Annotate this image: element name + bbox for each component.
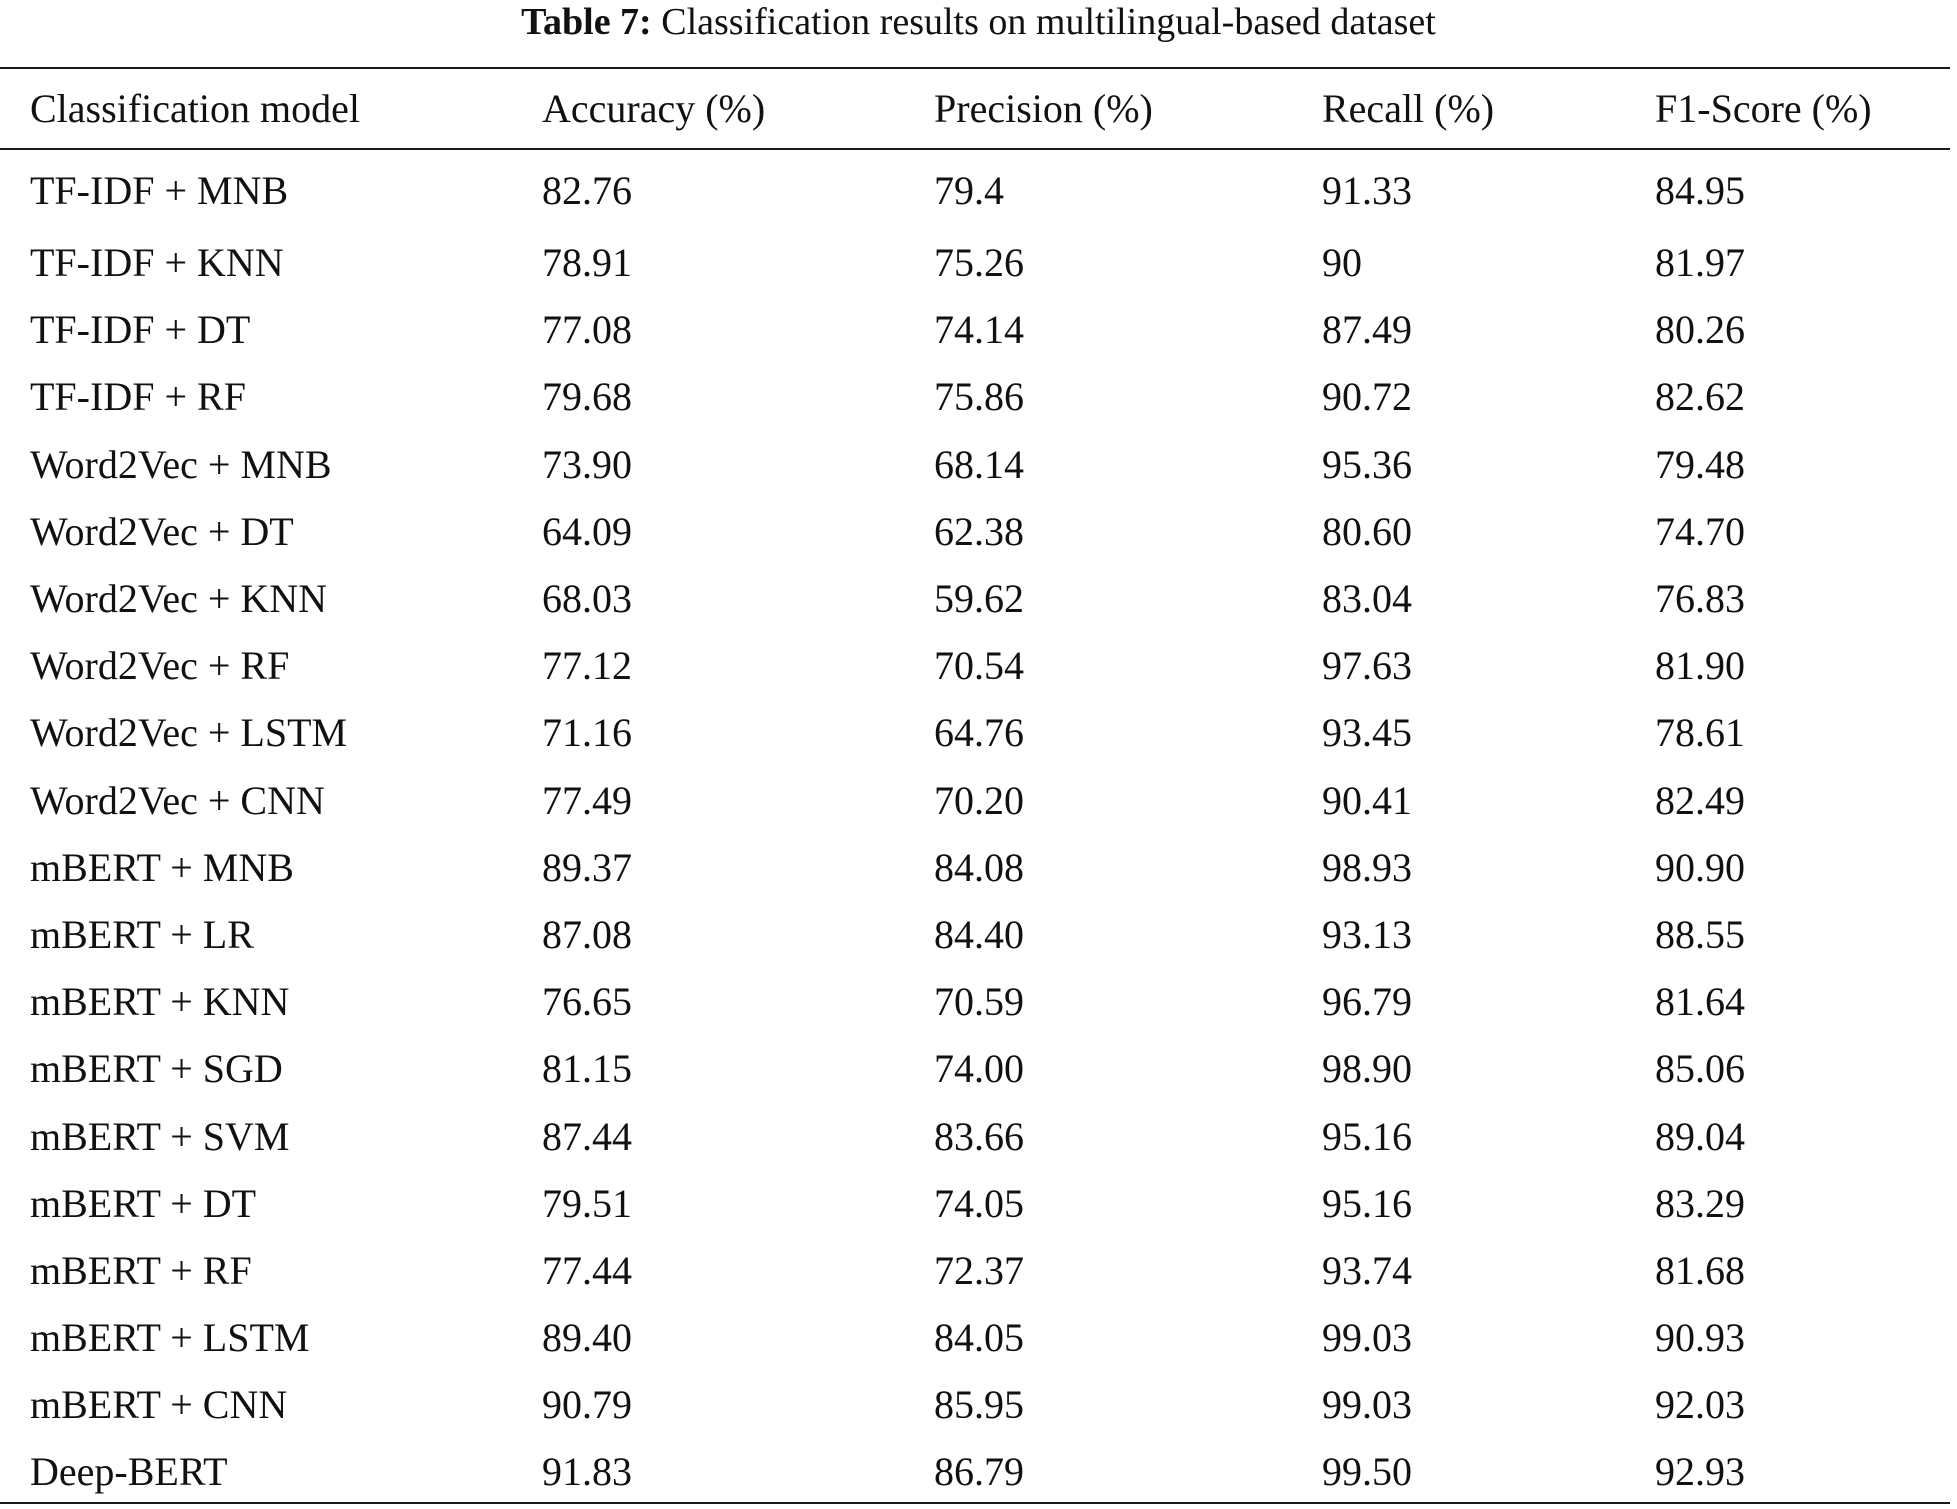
model-name-cell: mBERT + SVM [30,1113,290,1159]
model-name-cell: Word2Vec + RF [30,643,290,689]
metric-cell: 85.95 [934,1382,1024,1428]
table-row [0,1035,1950,1102]
metric-cell: 89.40 [542,1315,632,1361]
metric-cell: 79.4 [934,168,1004,213]
metric-cell: 98.90 [1322,1046,1412,1092]
metric-cell: 81.15 [542,1046,632,1092]
table-body [0,148,1950,1506]
metric-cell: 77.49 [542,777,632,823]
metric-cell: 70.20 [934,777,1024,823]
metric-cell: 87.49 [1322,307,1412,353]
model-name-cell: Deep-BERT [30,1449,228,1495]
metric-cell: 85.06 [1655,1046,1745,1092]
metric-cell: 64.76 [934,710,1024,756]
metric-cell: 79.68 [542,374,632,420]
metric-cell: 95.36 [1322,441,1412,487]
model-name-cell: mBERT + SGD [30,1046,283,1092]
metric-cell: 81.97 [1655,240,1745,286]
model-name-cell: Word2Vec + CNN [30,777,325,823]
model-name-cell: mBERT + LR [30,911,254,957]
metric-cell: 73.90 [542,441,632,487]
model-name-cell: TF-IDF + MNB [30,168,289,213]
model-name-cell: Word2Vec + LSTM [30,710,348,756]
metric-cell: 83.04 [1322,576,1412,622]
metric-cell: 68.03 [542,576,632,622]
metric-cell: 78.91 [542,240,632,286]
metric-cell: 90.93 [1655,1315,1745,1361]
metric-cell: 82.49 [1655,777,1745,823]
table-row [0,1304,1950,1371]
metric-cell: 93.74 [1322,1247,1412,1293]
table-row [0,1237,1950,1304]
metric-cell: 74.05 [934,1180,1024,1226]
table-row [0,148,1950,229]
metric-cell: 87.44 [542,1113,632,1159]
metric-cell: 84.40 [934,911,1024,957]
table-row [0,767,1950,834]
metric-cell: 84.08 [934,844,1024,890]
model-name-cell: TF-IDF + KNN [30,240,284,286]
metric-cell: 64.09 [542,508,632,554]
model-name-cell: Word2Vec + KNN [30,576,328,622]
metric-cell: 75.86 [934,374,1024,420]
metric-cell: 90.72 [1322,374,1412,420]
column-header: Accuracy (%) [542,86,766,131]
metric-cell: 70.59 [934,979,1024,1025]
table-row [0,363,1950,430]
metric-cell: 89.37 [542,844,632,890]
table-row [0,901,1950,968]
table-row [0,565,1950,632]
metric-cell: 87.08 [542,911,632,957]
metric-cell: 98.93 [1322,844,1412,890]
metric-cell: 95.16 [1322,1113,1412,1159]
metric-cell: 93.13 [1322,911,1412,957]
metric-cell: 99.03 [1322,1382,1412,1428]
metric-cell: 99.03 [1322,1315,1412,1361]
column-header: F1-Score (%) [1655,86,1872,131]
table-row [0,296,1950,363]
table-row [0,431,1950,498]
metric-cell: 81.68 [1655,1247,1745,1293]
table-title: Classification results on multilingual-based dataset [661,1,1436,43]
table-caption [0,0,1957,46]
metric-cell: 71.16 [542,710,632,756]
metric-cell: 84.95 [1655,168,1745,213]
metric-cell: 70.54 [934,643,1024,689]
column-header: Precision (%) [934,86,1153,131]
metric-cell: 79.51 [542,1180,632,1226]
metric-cell: 72.37 [934,1247,1024,1293]
metric-cell: 77.44 [542,1247,632,1293]
table-row [0,1170,1950,1237]
table-row [0,1102,1950,1169]
table-number: Table 7: [521,1,652,43]
table-row [0,699,1950,766]
model-name-cell: mBERT + RF [30,1247,252,1293]
metric-cell: 86.79 [934,1449,1024,1495]
metric-cell: 96.79 [1322,979,1412,1025]
metric-cell: 90 [1322,240,1362,286]
metric-cell: 59.62 [934,576,1024,622]
metric-cell: 92.03 [1655,1382,1745,1428]
metric-cell: 81.90 [1655,643,1745,689]
metric-cell: 83.66 [934,1113,1024,1159]
metric-cell: 82.62 [1655,374,1745,420]
metric-cell: 77.08 [542,307,632,353]
metric-cell: 97.63 [1322,643,1412,689]
metric-cell: 75.26 [934,240,1024,286]
metric-cell: 80.26 [1655,307,1745,353]
model-name-cell: Word2Vec + DT [30,508,294,554]
metric-cell: 77.12 [542,643,632,689]
model-name-cell: mBERT + DT [30,1180,257,1226]
metric-cell: 90.90 [1655,844,1745,890]
metric-cell: 84.05 [934,1315,1024,1361]
table-row [0,834,1950,901]
metric-cell: 62.38 [934,508,1024,554]
results-table [0,69,1950,1506]
table-row [0,498,1950,565]
metric-cell: 89.04 [1655,1113,1745,1159]
model-name-cell: Word2Vec + MNB [30,441,332,487]
metric-cell: 78.61 [1655,710,1745,756]
metric-cell: 81.64 [1655,979,1745,1025]
table-row [0,968,1950,1035]
metric-cell: 95.16 [1322,1180,1412,1226]
metric-cell: 90.41 [1322,777,1412,823]
model-name-cell: mBERT + KNN [30,979,290,1025]
metric-cell: 91.83 [542,1449,632,1495]
metric-cell: 99.50 [1322,1449,1412,1495]
metric-cell: 83.29 [1655,1180,1745,1226]
metric-cell: 80.60 [1322,508,1412,554]
metric-cell: 90.79 [542,1382,632,1428]
column-header: Classification model [30,86,360,131]
table-row [0,1371,1950,1438]
model-name-cell: mBERT + MNB [30,844,294,890]
table-row [0,229,1950,296]
table-row [0,1438,1950,1505]
column-header: Recall (%) [1322,86,1495,131]
model-name-cell: TF-IDF + DT [30,307,251,353]
header-row [0,69,1950,148]
model-name-cell: TF-IDF + RF [30,374,246,420]
table-row [0,632,1950,699]
metric-cell: 74.00 [934,1046,1024,1092]
metric-cell: 88.55 [1655,911,1745,957]
metric-cell: 68.14 [934,441,1024,487]
metric-cell: 74.14 [934,307,1024,353]
model-name-cell: mBERT + CNN [30,1382,288,1428]
metric-cell: 82.76 [542,168,632,213]
metric-cell: 76.83 [1655,576,1745,622]
metric-cell: 79.48 [1655,441,1745,487]
metric-cell: 76.65 [542,979,632,1025]
model-name-cell: mBERT + LSTM [30,1315,310,1361]
metric-cell: 74.70 [1655,508,1745,554]
metric-cell: 92.93 [1655,1449,1745,1495]
metric-cell: 93.45 [1322,710,1412,756]
metric-cell: 91.33 [1322,168,1412,213]
